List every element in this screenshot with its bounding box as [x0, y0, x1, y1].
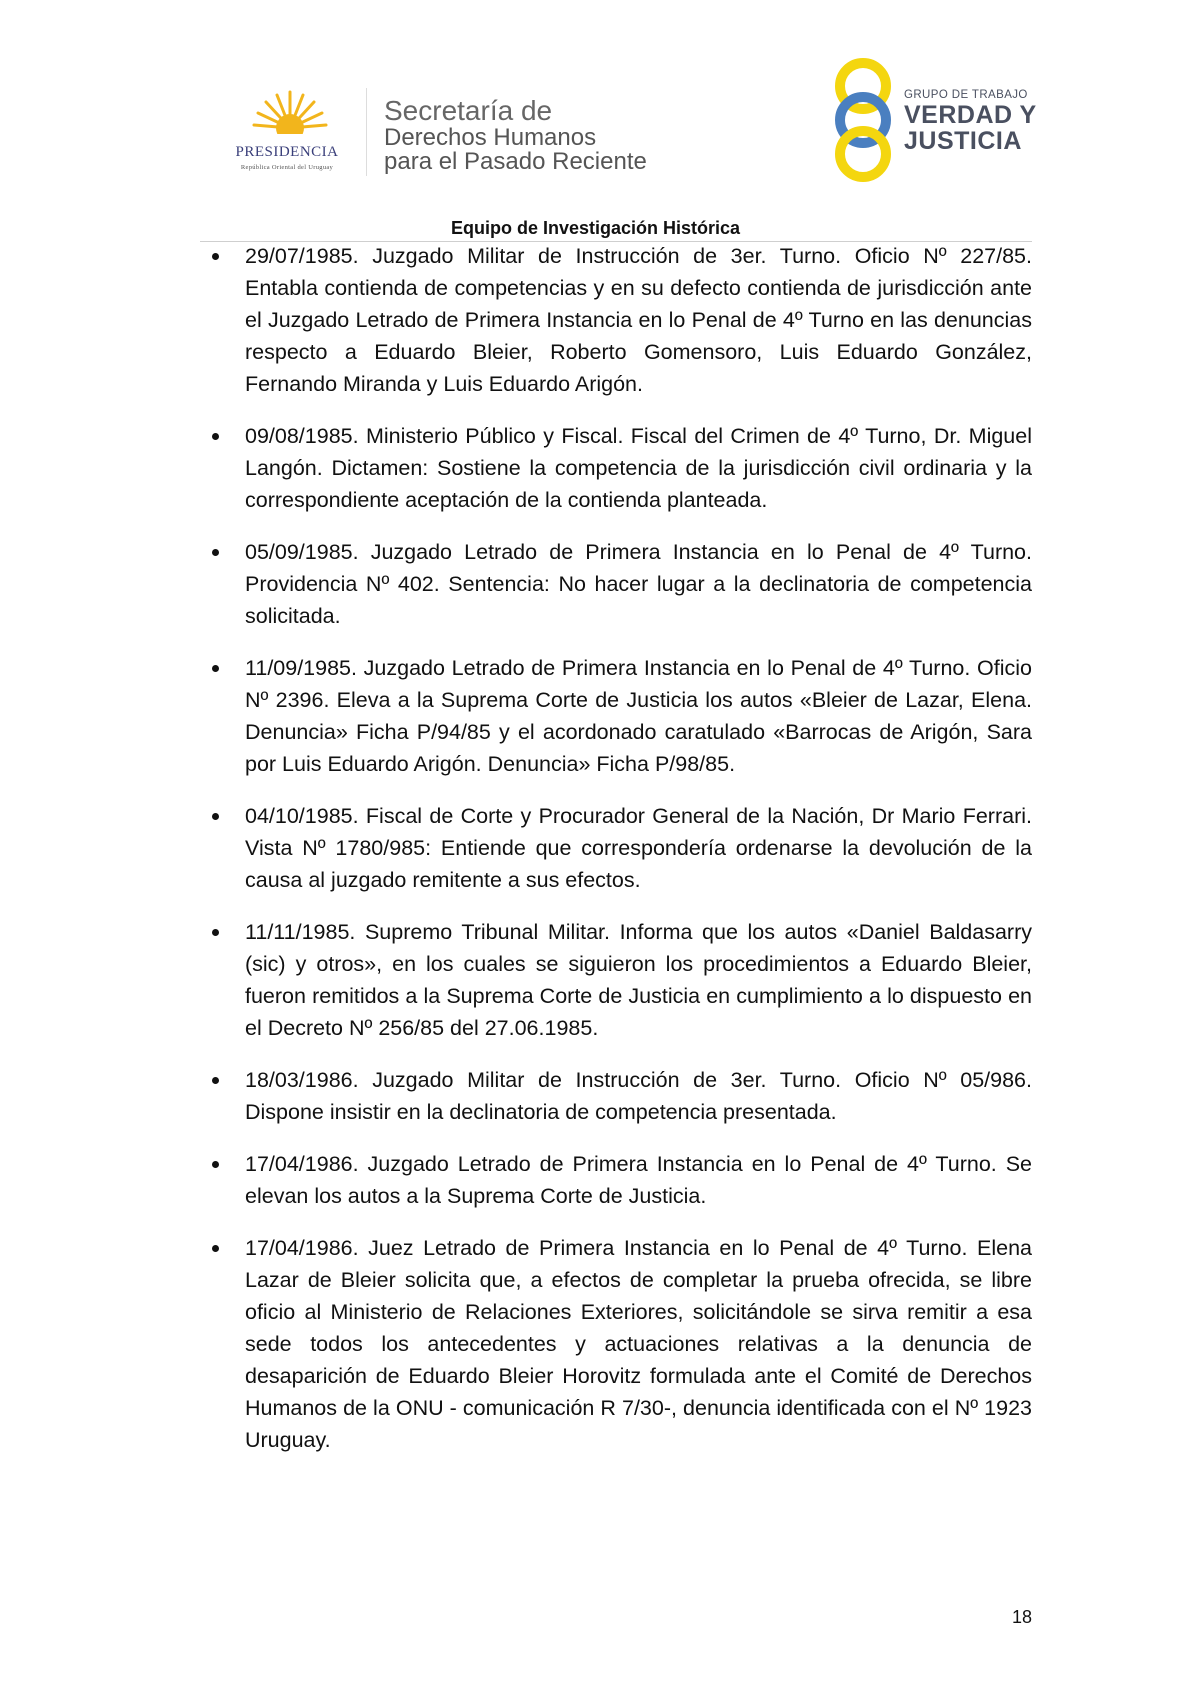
presidencia-name: PRESIDENCIA — [235, 144, 339, 160]
header-divider — [366, 88, 367, 176]
bullet-icon — [212, 1077, 219, 1084]
bullet-icon — [212, 813, 219, 820]
entry-text: 05/09/1985. Juzgado Letrado de Primera Instancia en lo Penal de 4º Turno. Providencia Nº 402. Sentencia: No hacer lugar a la declinatoria de competencia solicitada. — [245, 540, 1032, 628]
list-item — [200, 652, 1032, 780]
list-item — [200, 1232, 1032, 1456]
list-item — [200, 1064, 1032, 1128]
grupo-trabajo-label: GRUPO DE TRABAJO — [904, 89, 1028, 101]
bullet-icon — [212, 549, 219, 556]
list-item — [200, 536, 1032, 632]
list-item — [200, 1148, 1032, 1212]
presidencia-logo — [212, 88, 362, 178]
entry-text: 11/11/1985. Supremo Tribunal Militar. Informa que los autos «Daniel Baldasarry (sic) y otros», en los cuales se siguieron los procedimientos a Eduardo Bleier, fueron remitidos a la Suprema Corte de Justicia en cumplimiento a lo dispuesto en el Decreto Nº 256/85 del 27.06.1985. — [245, 920, 1032, 1040]
entry-text: 04/10/1985. Fiscal de Corte y Procurador General de la Nación, Dr Mario Ferrari. Vista Nº 1780/985: Entiende que correspondería ordenarse la devolución de la causa al juzgado remitente a sus efectos. — [245, 804, 1032, 892]
presidencia-subtitle: República Oriental del Uruguay — [240, 164, 334, 171]
entry-text: 18/03/1986. Juzgado Militar de Instrucción de 3er. Turno. Oficio Nº 05/986. Dispone insistir en la declinatoria de competencia presentada. — [245, 1068, 1032, 1124]
list-item — [200, 240, 1032, 400]
page-number: 18 — [1011, 1607, 1032, 1627]
bullet-icon — [212, 433, 219, 440]
entry-text: 09/08/1985. Ministerio Público y Fiscal. Fiscal del Crimen de 4º Turno, Dr. Miguel Langón. Dictamen: Sostiene la competencia de la jurisdicción civil ordinaria y la correspondiente aceptación de la contienda planteada. — [245, 424, 1032, 512]
secretaria-logo — [384, 96, 647, 174]
secretaria-line1: Secretaría de — [384, 95, 553, 126]
verdad-justicia-logo-text — [904, 88, 1037, 154]
entries-list — [200, 240, 1032, 1476]
verdad-justicia-logo-icon — [828, 58, 898, 183]
bullet-icon — [212, 253, 219, 260]
page-header — [0, 0, 1191, 238]
bullet-icon — [212, 1245, 219, 1252]
secretaria-line2: Derechos Humanos — [384, 124, 597, 151]
justicia-label: JUSTICIA — [904, 127, 1022, 155]
entry-text: 11/09/1985. Juzgado Letrado de Primera Instancia en lo Penal de 4º Turno. Oficio Nº 2396. Eleva a la Suprema Corte de Justicia los autos «Bleier de Lazar, Elena. Denuncia» Ficha P/94/85 y el acordonado caratulado «Barrocas de Arigón, Sara por Luis Eduardo Arigón. Denuncia» Ficha P/98/85. — [245, 656, 1032, 776]
list-item — [200, 800, 1032, 896]
entry-text: 29/07/1985. Juzgado Militar de Instrucción de 3er. Turno. Oficio Nº 227/85. Entabla contienda de competencias y en su defecto contienda de jurisdicción ante el Juzgado Letrado de Primera Instancia en lo Penal de 4º Turno en las denuncias respecto a Eduardo Bleier, Roberto Gomensoro, Luis Eduardo González, Fernando Miranda y Luis Eduardo Arigón. — [245, 244, 1032, 396]
list-item — [200, 916, 1032, 1044]
verdad-label: VERDAD Y — [904, 101, 1037, 129]
bullet-icon — [212, 665, 219, 672]
entry-text: 17/04/1986. Juzgado Letrado de Primera Instancia en lo Penal de 4º Turno. Se elevan los autos a la Suprema Corte de Justicia. — [245, 1152, 1032, 1208]
entry-text: 17/04/1986. Juez Letrado de Primera Instancia en lo Penal de 4º Turno. Elena Lazar de Bleier solicita que, a efectos de completar la prueba ofrecida, se libre oficio al Ministerio de Relaciones Exteriores, solicitándole se sirva remitir a esa sede todos los antecedentes y actuaciones relativas a la denuncia de desaparición de Eduardo Bleier Horovitz formulada ante el Comité de Derechos Humanos de la ONU - comunicación R 7/30-, denuncia identificada con el Nº 1923 Uruguay. — [245, 1236, 1032, 1452]
bullet-icon — [212, 929, 219, 936]
bullet-icon — [212, 1161, 219, 1168]
secretaria-line3: para el Pasado Reciente — [384, 148, 647, 175]
team-title: Equipo de Investigación Histórica — [450, 218, 741, 238]
list-item — [200, 420, 1032, 516]
sun-icon — [252, 88, 328, 144]
